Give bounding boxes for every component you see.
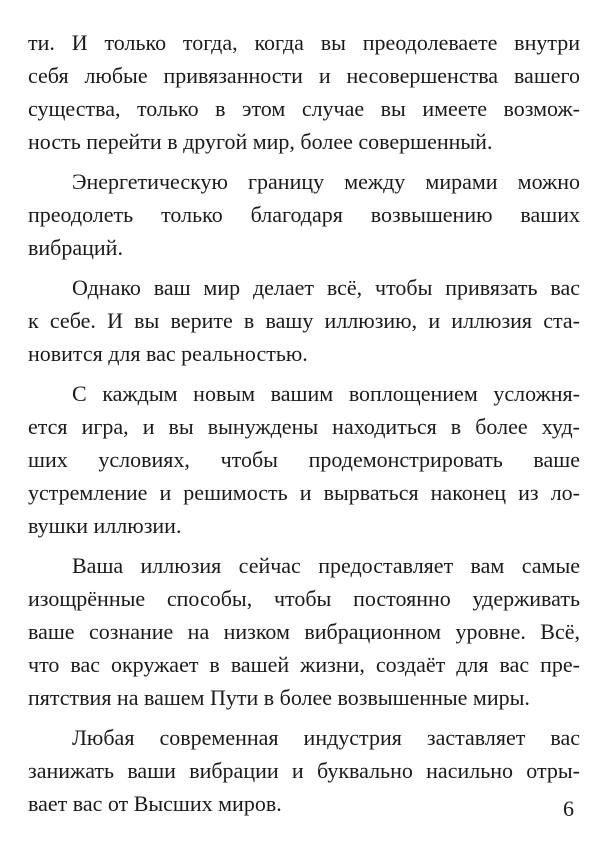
- text-line: Однако ваш мир делает всё, чтобы привязать вас: [72, 275, 580, 300]
- text-line: новится для вас реальностью.: [28, 341, 308, 366]
- text-line: Энергетическую границу между мирами можно: [72, 169, 580, 194]
- text-line: Ваша иллюзия сейчас предоставляет вам самые: [72, 553, 580, 578]
- text-line: устремление и решимость и вырваться наконец из ло-: [28, 480, 580, 505]
- paragraph-2: [28, 165, 580, 264]
- paragraph-5: [28, 549, 580, 714]
- text-line: ваше сознание на низком вибрационном уровне. Всё,: [28, 619, 580, 644]
- text-line: себя любые привязанности и несовершенства вашего: [28, 63, 580, 88]
- text-line: вает вас от Высших миров.: [28, 791, 282, 816]
- text-line: ших условиях, чтобы продемонстрировать ваше: [28, 447, 580, 472]
- paragraph-3: [28, 271, 580, 370]
- text-line: вибраций.: [28, 235, 123, 260]
- text-line: ти. И только тогда, когда вы преодолеваете внутри: [28, 30, 580, 55]
- text-line: Любая современная индустрия заставляет вас: [72, 725, 580, 750]
- text-line: вушки иллюзии.: [28, 513, 182, 538]
- text-line: ность перейти в другой мир, более совершенный.: [28, 129, 493, 154]
- page-number: 6: [563, 796, 574, 821]
- text-line: преодолеть только благодаря возвышению ваших: [28, 202, 580, 227]
- paragraph-4: [28, 377, 580, 542]
- paragraph-6: [28, 721, 580, 820]
- text-line: изощрённые способы, чтобы постоянно удерживать: [28, 586, 580, 611]
- text-line: занижать ваши вибрации и буквально насильно отры-: [28, 758, 580, 783]
- paragraph-1: [28, 26, 580, 158]
- text-line: ется игра, и вы вынуждены находиться в более худ-: [28, 414, 580, 439]
- page-body: [28, 26, 580, 827]
- text-line: к себе. И вы верите в вашу иллюзию, и иллюзия ста-: [28, 308, 580, 333]
- text-line: что вас окружает в вашей жизни, создаёт для вас пре-: [28, 652, 580, 677]
- text-line: С каждым новым вашим воплощением усложня-: [72, 381, 580, 406]
- text-line: существа, только в этом случае вы имеете возмож-: [28, 96, 580, 121]
- text-line: пятствия на вашем Пути в более возвышенные миры.: [28, 685, 530, 710]
